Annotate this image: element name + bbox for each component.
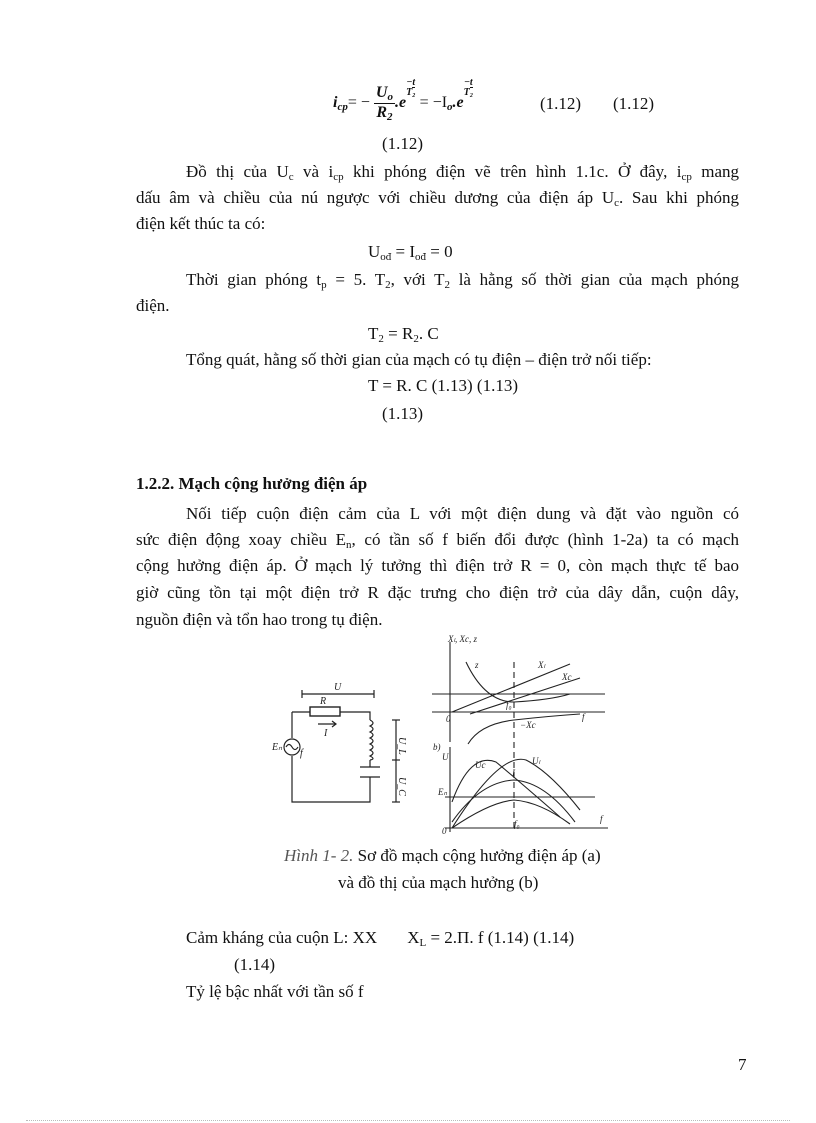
para5-line2: (1.14) — [234, 955, 276, 974]
eq-exp-base: .e — [394, 94, 407, 111]
para4-line3: cộng hưởng điện áp. Ở mạch lý tưởng thì điện trở R = 0, còn mạch thực tế bao — [136, 556, 739, 575]
eq-numerator — [374, 84, 395, 104]
figure-caption-line2: và đồ thị của mạch hưởng (b) — [338, 873, 539, 892]
p5-sub: L — [419, 937, 427, 949]
t2-c: . C — [418, 324, 439, 343]
figure-1-2 — [270, 632, 610, 837]
graph-b-label: b) — [433, 742, 441, 752]
circuit-diagram — [284, 690, 400, 802]
p5-a: Cảm kháng của cuộn L: XX — [186, 928, 378, 947]
para5-line1 — [186, 928, 574, 949]
graph-b-en: Eₙ — [438, 787, 448, 797]
eq-exp2-num: t — [469, 77, 473, 88]
graph-a-xc: Xc — [562, 672, 572, 682]
eq-ref-2: (1.12) — [613, 94, 655, 113]
graph-b-f: f — [600, 814, 603, 824]
resistor-r — [310, 707, 340, 716]
eq-exponent: −t T₂ — [406, 77, 416, 98]
eq-exp2-den: T₂ — [463, 87, 474, 98]
p5-c: = 2.Π. f (1.14) (1.14) — [426, 928, 575, 947]
p1l2-a: dấu âm và chiều của nú ngược với chiều dương của điện áp U — [136, 188, 615, 207]
eq-den-sub: 2 — [387, 110, 393, 123]
curve-z — [466, 662, 570, 702]
caption-italic: Hình 1- 2. — [284, 846, 354, 865]
p2-sub-2b: 2 — [444, 279, 451, 291]
eqz-mid: = I — [391, 242, 416, 261]
figure-caption-line1 — [284, 846, 601, 866]
p2-c: , với T — [390, 270, 445, 289]
graph-a-xl: Xₗ — [538, 660, 545, 670]
p1l1-sub-cp2: cp — [681, 171, 692, 183]
p1l2-sub: c — [614, 197, 619, 209]
circuit-wire — [292, 712, 370, 802]
label-ul: U_L — [396, 737, 407, 755]
equation-zero — [368, 242, 453, 263]
graph-b — [445, 747, 608, 832]
graph-b-ul: Uₗ — [532, 756, 540, 766]
eq-equals-minus-i: = −I — [419, 94, 448, 111]
para4-line2 — [136, 530, 739, 551]
eqz-end: = 0 — [426, 242, 453, 261]
eq-num-sub: o — [387, 90, 393, 103]
p4l2-sub: n — [346, 539, 352, 551]
para2-line2: điện. — [136, 296, 170, 315]
p2-b: = 5. T — [326, 270, 386, 289]
eq-denominator — [374, 104, 395, 123]
t2-a-sub: 2 — [378, 333, 384, 345]
p1l2-b: . Sau khi phóng — [619, 188, 739, 207]
t2-b: = R — [383, 324, 414, 343]
eq-exp-base-2: .e — [452, 94, 464, 111]
graph-b-uc: Uc — [475, 760, 486, 770]
graph-a-origin: 0 — [446, 714, 451, 724]
eq-lhs-sub: cp — [337, 101, 348, 113]
eq-exponent-2: −t T₂ — [463, 77, 474, 98]
para1-line2 — [136, 188, 739, 209]
eq-fraction — [374, 84, 395, 123]
graph-a-neg-xc: −Xc — [520, 720, 536, 730]
p1l1-sub-c: c — [288, 171, 294, 183]
eq-exp-num: t — [412, 77, 416, 88]
eq-i-sub: o — [447, 101, 453, 113]
label-en: Eₙ — [272, 742, 283, 753]
curve-i-low — [452, 800, 570, 828]
graph-b-i: I — [512, 768, 515, 778]
label-i: I — [324, 728, 328, 739]
eq-ref-1: (1.12) — [540, 94, 582, 113]
equation-1-12 — [333, 78, 473, 123]
graph-a-y-label: Xₗ, Xc, z — [448, 634, 477, 644]
p2-d: là hằng số thời gian của mạch phóng — [450, 270, 739, 289]
equation-1-13: T = R. C (1.13) (1.13) — [368, 376, 518, 395]
eq-ref-3: (1.12) — [382, 134, 424, 153]
t2-b-sub: 2 — [413, 333, 419, 345]
eq-lhs: i — [333, 94, 338, 111]
p1l1-c: khi phóng điện vẽ trên hình 1.1c. Ở đây, i — [343, 162, 682, 181]
para4-line5: nguồn điện và tổn hao trong tụ điện. — [136, 610, 383, 629]
graph-a-f0: f₀ — [506, 700, 512, 710]
eqz-i-sub: ođ — [415, 251, 427, 263]
para5-line3: Tỷ lệ bậc nhất với tần số f — [186, 982, 364, 1001]
eq-1-13-ref: (1.13) — [382, 404, 424, 423]
p4l2-a: sức điện động xoay chiều E — [136, 530, 347, 549]
graph-b-origin: 0 — [442, 826, 447, 836]
p1l1-a: Đồ thị của U — [186, 162, 289, 181]
section-heading: 1.2.2. Mạch cộng hưởng điện áp — [136, 474, 368, 493]
p1l1-d: mang — [691, 162, 739, 181]
eq-exp-den: T₂ — [406, 87, 416, 98]
p2-sub-p: p — [321, 279, 327, 291]
inductor-l — [370, 720, 373, 760]
graph-a-f: f — [582, 712, 585, 722]
eqz-u-sub: ođ — [380, 251, 392, 263]
t2-a: T — [368, 324, 379, 343]
eqz-u: U — [368, 242, 381, 261]
label-u: U — [334, 682, 342, 693]
para4-line4: giờ cũng tồn tại một điện trở R đặc trưng cho điện trở của dây dẫn, cuộn dây, — [136, 583, 739, 602]
eq-den-r: R — [376, 103, 387, 121]
graph-b-f0: f₀ — [514, 819, 520, 829]
graph-b-u: U — [442, 752, 449, 762]
eq-num-u: U — [375, 83, 388, 101]
p1l1-b: và i — [293, 162, 334, 181]
label-r: R — [320, 696, 327, 707]
caption-rest: Sơ đồ mạch cộng hưởng điện áp (a) — [353, 846, 601, 865]
para1-line3: điện kết thúc ta có: — [136, 214, 266, 233]
para2-line1 — [186, 270, 739, 291]
p5-b: X — [407, 928, 420, 947]
para3: Tổng quát, hằng số thời gian của mạch có tụ điện – điện trở nối tiếp: — [186, 350, 652, 369]
para4-line1: Nối tiếp cuộn điện cảm của L với một điện dung và đặt vào nguồn có — [186, 504, 739, 523]
para1-line1 — [186, 162, 739, 183]
footer-divider — [26, 1120, 790, 1121]
p1l1-sub-cp: cp — [333, 171, 344, 183]
label-f: f — [300, 748, 303, 759]
p4l2-b: , có tần số f biến đổi được (hình 1-2a) ta có mạch — [351, 530, 740, 549]
p2-sub-2: 2 — [385, 279, 391, 291]
page-number: 7 — [738, 1055, 747, 1074]
equation-t2 — [368, 324, 439, 345]
p2-a: Thời gian phóng t — [186, 270, 322, 289]
graph-a-z: z — [475, 660, 479, 670]
label-uc: U_C — [396, 777, 407, 796]
eq-equals-minus: = − — [347, 94, 370, 111]
graph-a — [432, 642, 605, 832]
